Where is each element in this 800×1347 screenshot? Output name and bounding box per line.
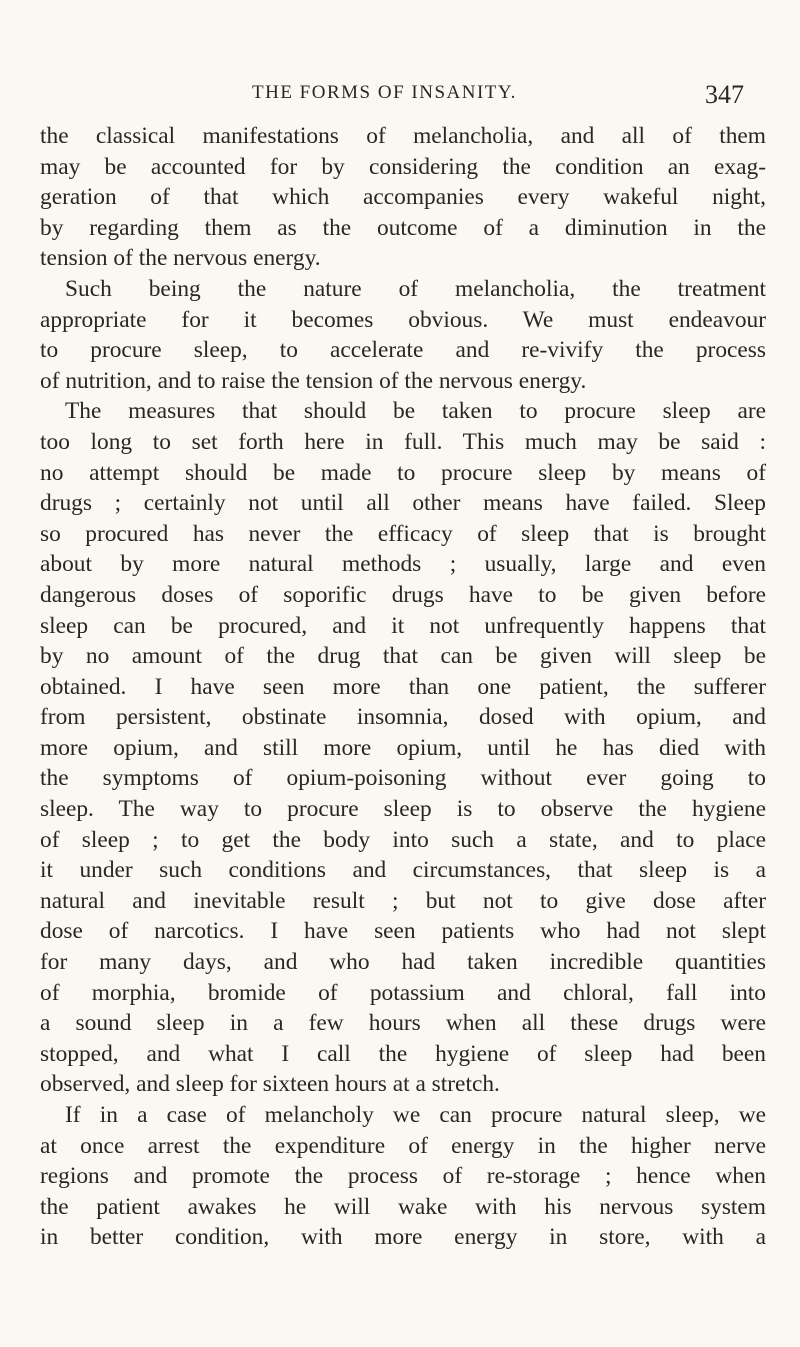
text-line: natural and inevitable result ; but not to give dose after xyxy=(40,887,766,914)
text-line: observed, and sleep for sixteen hours at a stretch. xyxy=(40,1071,500,1098)
text-line: the patient awakes he will wake with his nervous system xyxy=(40,1193,766,1220)
text-line: drugs ; certainly not until all other means have failed. Sleep xyxy=(40,490,766,517)
text-line: the classical manifestations of melancholia, and all of them xyxy=(40,123,766,149)
text-line: stopped, and what I call the hygiene of sleep had been xyxy=(40,1040,766,1067)
page-number: 347 xyxy=(705,80,744,109)
running-head xyxy=(0,80,800,114)
text-line: about by more natural methods ; usually, large and even xyxy=(40,551,766,578)
text-line: of morphia, bromide of potassium and chloral, fall into xyxy=(40,979,766,1006)
text-line: from persistent, obstinate insomnia, dosed with opium, and xyxy=(40,704,766,731)
text-line: the symptoms of opium-poisoning without ever going to xyxy=(40,765,766,792)
running-title: THE FORMS OF INSANITY. xyxy=(252,82,517,103)
text-line: so procured has never the efficacy of sleep that is brought xyxy=(40,520,766,547)
text-line: geration of that which accompanies every wakeful night, xyxy=(40,184,766,211)
text-line: to procure sleep, to accelerate and re-vivify the process xyxy=(40,337,766,364)
text-line: obtained. I have seen more than one patient, the sufferer xyxy=(40,673,766,700)
text-line: no attempt should be made to procure sleep by means of xyxy=(40,459,766,486)
text-line: tension of the nervous energy. xyxy=(40,245,321,272)
text-line: more opium, and still more opium, until he has died with xyxy=(40,734,766,761)
text-line: of nutrition, and to raise the tension of the nervous energy. xyxy=(40,367,587,394)
text-line: appropriate for it becomes obvious. We must endeavour xyxy=(40,306,766,333)
text-line: at once arrest the expenditure of energy in the higher nerve xyxy=(40,1132,766,1159)
text-line: regions and promote the process of re-storage ; hence when xyxy=(40,1163,766,1190)
text-line: dangerous doses of soporific drugs have to be given before xyxy=(40,581,766,608)
text-line: for many days, and who had taken incredible quantities xyxy=(40,949,766,976)
body-text xyxy=(40,121,766,1253)
text-line: by regarding them as the outcome of a diminution in the xyxy=(40,214,766,241)
text-line: of sleep ; to get the body into such a state, and to place xyxy=(40,826,766,853)
text-line: If in a case of melancholy we can procure natural sleep, we xyxy=(65,1102,766,1128)
text-line: it under such conditions and circumstances, that sleep is a xyxy=(40,857,766,884)
text-line: by no amount of the drug that can be given will sleep be xyxy=(40,643,766,670)
text-line: The measures that should be taken to procure sleep are xyxy=(65,398,766,425)
text-line: sleep can be procured, and it not unfrequently happens that xyxy=(40,612,766,639)
text-line: sleep. The way to procure sleep is to observe the hygiene xyxy=(40,796,766,823)
text-line: may be accounted for by considering the condition an exag- xyxy=(40,153,766,180)
text-line: too long to set forth here in full. This much may be said : xyxy=(40,428,766,455)
text-line: in better condition, with more energy in store, with a xyxy=(40,1224,766,1251)
text-line: dose of narcotics. I have seen patients who had not slept xyxy=(40,918,766,945)
text-line: a sound sleep in a few hours when all these drugs were xyxy=(40,1010,766,1037)
text-line: Such being the nature of melancholia, the treatment xyxy=(65,275,766,302)
